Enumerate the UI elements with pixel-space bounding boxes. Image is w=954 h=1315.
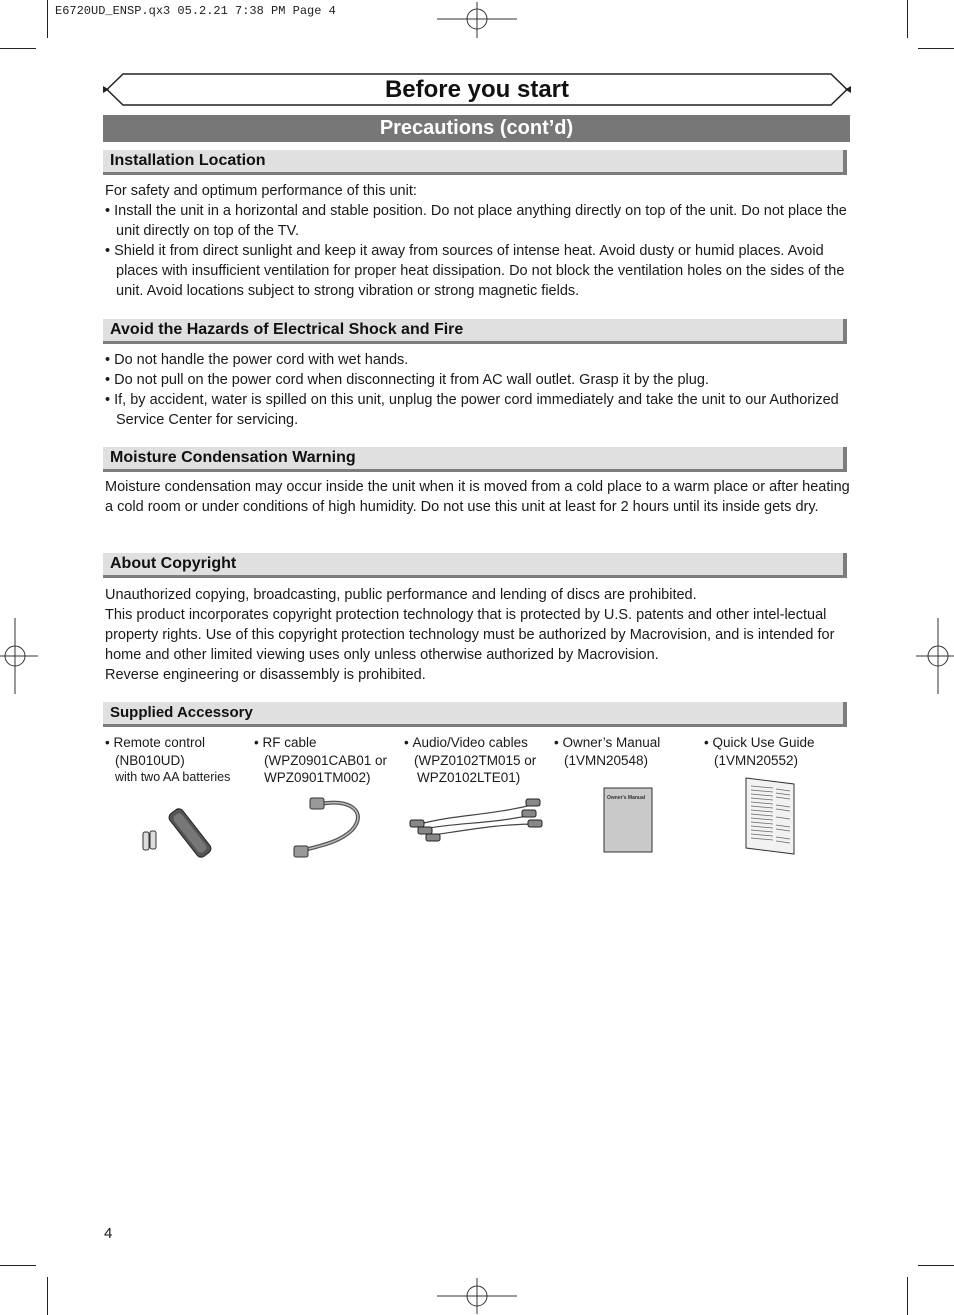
section-title: Installation Location xyxy=(110,152,266,169)
section-title: Moisture Condensation Warning xyxy=(110,449,356,466)
section-title: About Copyright xyxy=(110,555,237,572)
accessory-code: (WPZ0901CAB01 or xyxy=(264,752,388,768)
accessory-extra: with two AA batteries xyxy=(115,770,231,784)
section-title: Avoid the Hazards of Electrical Shock and Fire xyxy=(110,321,464,338)
copyright-line: Unauthorized copying, broadcasting, public performance and lending of discs are prohibited. xyxy=(105,587,697,603)
crop-mark xyxy=(918,1265,954,1266)
copyright-line: Reverse engineering or disassembly is prohibited. xyxy=(105,667,426,683)
registration-mark xyxy=(0,616,40,696)
accessory-name: • Owner’s Manual xyxy=(554,735,660,750)
accessory-code: WPZ0901TM002) xyxy=(264,770,371,785)
accessory-rf-cable xyxy=(254,734,387,787)
copyright-body xyxy=(105,585,850,685)
section-heading-accessory xyxy=(103,702,847,727)
copyright-line: This product incorporates copyright protection technology that is protected by U.S. patents and other intel-lectual property rights. Use of this copyright protection technology must be authorized by Macrovision, and is intended for home and other limited viewing uses only unless otherwise authorized by Macrovision. xyxy=(105,607,835,663)
accessory-owners-manual xyxy=(554,734,660,769)
registration-mark xyxy=(437,0,517,40)
list-item: • If, by accident, water is spilled on this unit, unplug the power cord immediately and take the unit to our Authorized Service Center for servicing. xyxy=(105,390,850,430)
section-heading-installation xyxy=(103,150,847,175)
accessory-code: WPZ0102LTE01) xyxy=(417,770,521,785)
list-item: • Install the unit in a horizontal and stable position. Do not place anything directly on top of the unit. Do not place the unit directly on top of the TV. xyxy=(105,201,850,241)
registration-mark xyxy=(437,1276,517,1315)
crop-mark xyxy=(0,48,36,49)
accessory-name: • Remote control xyxy=(105,735,205,750)
installation-list xyxy=(105,201,850,301)
list-item: • Do not pull on the power cord when disconnecting it from AC wall outlet. Grasp it by the plug. xyxy=(105,370,850,390)
installation-intro: For safety and optimum performance of this unit: xyxy=(105,183,417,199)
section-heading-moisture xyxy=(103,447,847,472)
page-subtitle: Precautions (cont’d) xyxy=(103,115,850,142)
list-item: • Do not handle the power cord with wet hands. xyxy=(105,350,850,370)
registration-mark xyxy=(914,616,954,696)
hazards-list xyxy=(105,350,850,430)
owners-manual-icon xyxy=(603,787,655,855)
crop-mark xyxy=(47,0,48,38)
page-title: Before you start xyxy=(384,76,570,103)
crop-mark xyxy=(907,1277,908,1315)
remote-control-icon xyxy=(140,808,215,863)
accessory-name: • Audio/Video cables xyxy=(404,735,528,750)
hazards-body xyxy=(105,350,850,430)
accessory-av-cables xyxy=(404,734,536,787)
accessory-code: (1VMN20548) xyxy=(564,752,649,768)
list-item: • Shield it from direct sunlight and keep it away from sources of intense heat. Avoid dusty or humid places. Avoid places with insufficient ventilation for proper heat dissipation. Do not block the ventilation holes on the sides of the unit. Avoid locations subject to strong vibration or strong magnetic fields. xyxy=(105,241,850,301)
page-title-banner xyxy=(103,73,851,106)
section-heading-hazards xyxy=(103,319,847,344)
quick-use-guide-icon xyxy=(743,776,798,856)
page-number: 4 xyxy=(104,1225,113,1242)
rf-cable-icon xyxy=(290,792,370,862)
moisture-body xyxy=(105,477,850,517)
printer-slug: E6720UD_ENSP.qx3 05.2.21 7:38 PM Page 4 xyxy=(55,4,336,18)
manual-cover-label: Owner's Manual xyxy=(607,795,646,801)
av-cables-icon xyxy=(408,794,548,844)
crop-mark xyxy=(918,48,954,49)
accessory-name: • RF cable xyxy=(254,735,317,750)
installation-body xyxy=(105,181,850,301)
accessory-code: (1VMN20552) xyxy=(714,752,799,768)
accessory-remote xyxy=(105,734,230,787)
section-title: Supplied Accessory xyxy=(110,704,253,721)
crop-mark xyxy=(907,0,908,38)
accessory-code: (WPZ0102TM015 or xyxy=(414,752,537,768)
crop-mark xyxy=(47,1277,48,1315)
accessory-code: (NB010UD) xyxy=(115,752,185,768)
accessory-name: • Quick Use Guide xyxy=(704,735,815,750)
crop-mark xyxy=(0,1265,36,1266)
moisture-text: Moisture condensation may occur inside the unit when it is moved from a cold place to a warm place or after heating a cold room or under conditions of high humidity. Do not use this unit at least for 2 hours until its inside gets dry. xyxy=(105,479,850,515)
accessory-quick-guide xyxy=(704,734,815,769)
section-heading-copyright xyxy=(103,553,847,578)
